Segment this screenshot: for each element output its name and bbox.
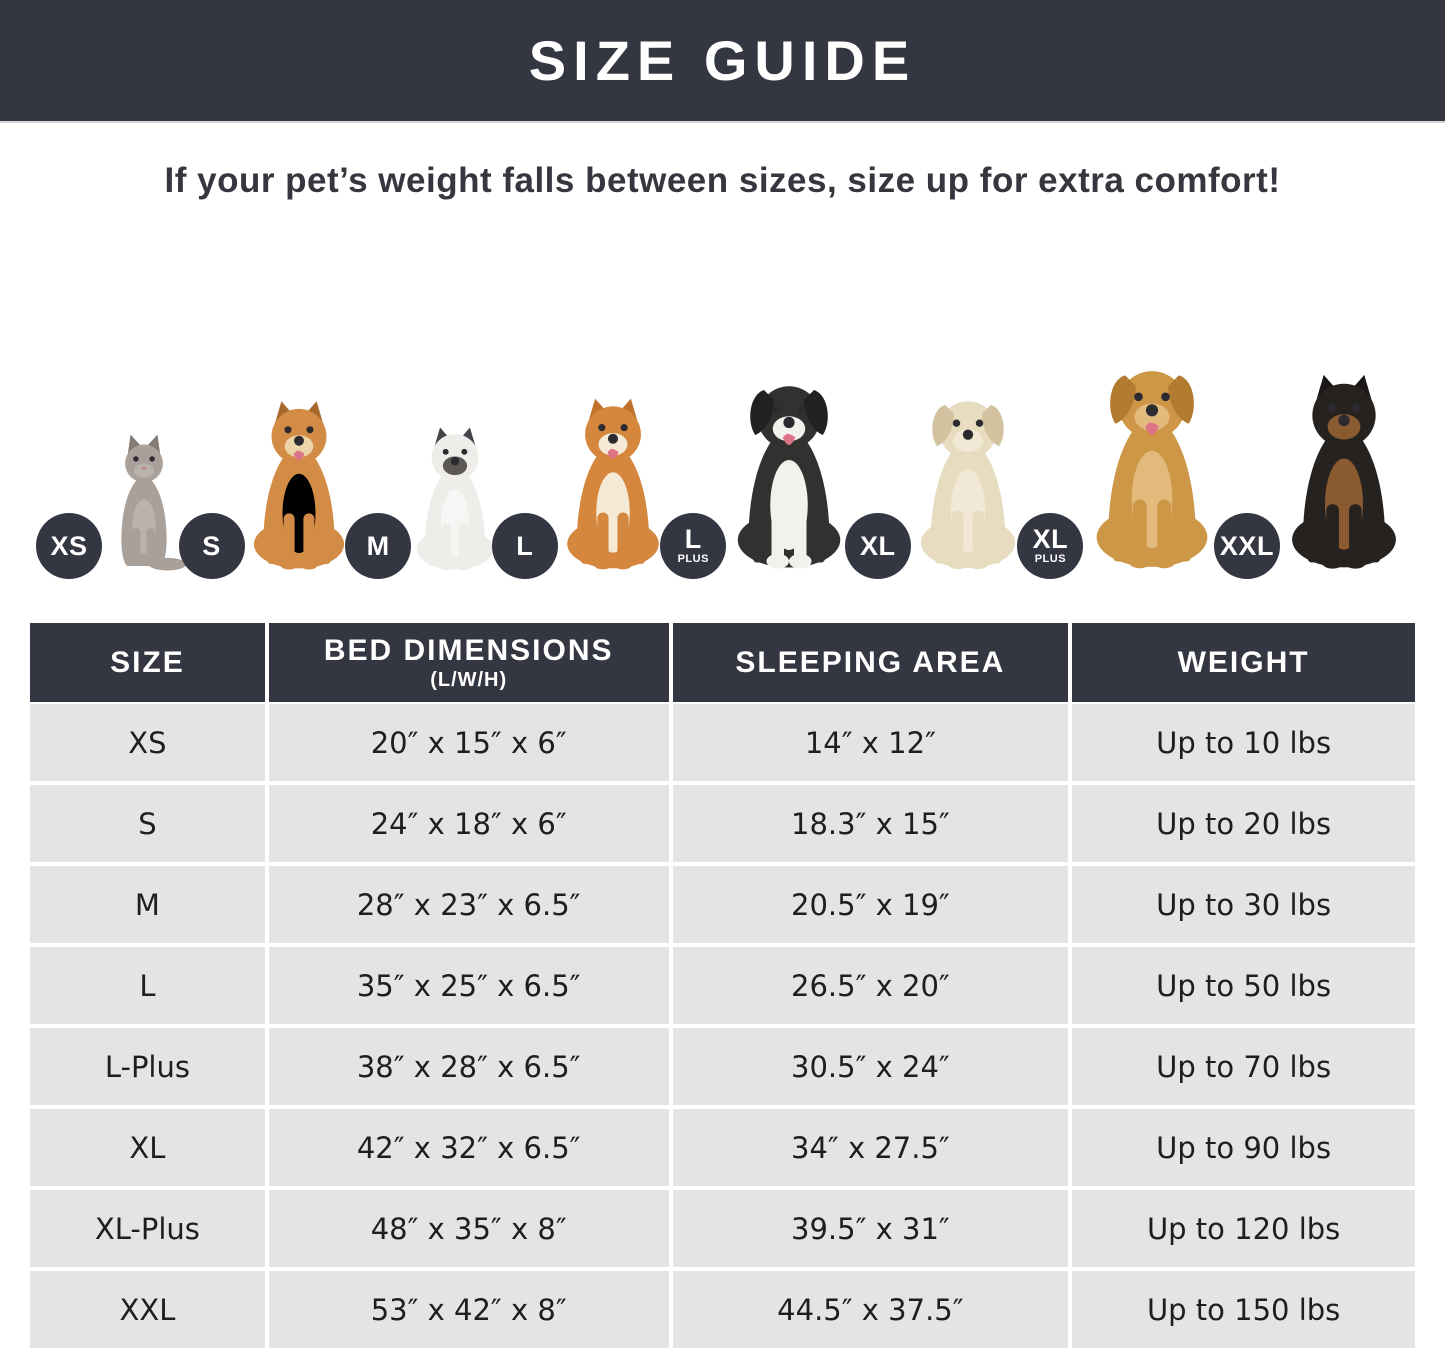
cell-bed-dimensions-row-xxl: 53″ x 42″ x 8″ bbox=[269, 1271, 669, 1348]
size-badge-sublabel: PLUS bbox=[1034, 552, 1067, 565]
column-header-sleeping-area bbox=[673, 623, 1069, 702]
cell-sleeping-area-row-xxl: 44.5″ x 37.5″ bbox=[673, 1271, 1069, 1348]
cell-size-row-xs: XS bbox=[30, 704, 265, 781]
cell-bed-dimensions-row-xl-plus: 48″ x 35″ x 8″ bbox=[269, 1190, 669, 1267]
cell-bed-dimensions-row-l-plus: 38″ x 28″ x 6.5″ bbox=[269, 1028, 669, 1105]
size-badge-label: L bbox=[684, 524, 702, 555]
size-badge-label: L bbox=[516, 530, 534, 561]
cell-sleeping-area-row-l: 26.5″ x 20″ bbox=[673, 947, 1069, 1024]
size-badge-label: XS bbox=[50, 530, 88, 561]
cell-size-row-xl-plus: XL-Plus bbox=[30, 1190, 265, 1267]
pet-figure-labrador bbox=[860, 327, 1037, 575]
page-title: SIZE GUIDE bbox=[528, 29, 917, 92]
size-badge-label: XXL bbox=[1219, 530, 1274, 561]
column-header-label: SIZE bbox=[110, 645, 185, 679]
cell-sleeping-area-row-s: 18.3″ x 15″ bbox=[673, 785, 1069, 862]
column-header-label: BED DIMENSIONS bbox=[323, 633, 614, 667]
cell-size-row-s: S bbox=[30, 785, 265, 862]
cell-bed-dimensions-row-m: 28″ x 23″ x 6.5″ bbox=[269, 866, 669, 943]
subtitle-text: If your pet’s weight falls between sizes, size up for extra comfort! bbox=[164, 161, 1281, 200]
cell-sleeping-area-row-l-plus: 30.5″ x 24″ bbox=[673, 1028, 1069, 1105]
size-guide-table bbox=[30, 623, 1415, 1348]
cell-weight-row-l-plus: Up to 70 lbs bbox=[1072, 1028, 1415, 1105]
size-badge-m bbox=[345, 513, 411, 579]
cell-bed-dimensions-row-l: 35″ x 25″ x 6.5″ bbox=[269, 947, 669, 1024]
size-badge-xs bbox=[36, 513, 102, 579]
pet-figure-border-collie bbox=[677, 335, 864, 575]
cell-sleeping-area-row-m: 20.5″ x 19″ bbox=[673, 866, 1069, 943]
size-badge-sublabel: PLUS bbox=[677, 552, 709, 565]
cell-size-row-m: M bbox=[30, 866, 265, 943]
size-badge-xl-plus bbox=[1017, 513, 1083, 579]
cell-size-row-l: L bbox=[30, 947, 265, 1024]
column-header-label: WEIGHT bbox=[1177, 645, 1310, 679]
pet-illustration-doberman bbox=[1268, 287, 1420, 575]
size-badge-l bbox=[492, 513, 558, 579]
cell-size-row-xl: XL bbox=[30, 1109, 265, 1186]
cell-bed-dimensions-row-s: 24″ x 18″ x 6″ bbox=[269, 785, 669, 862]
size-badge-s bbox=[179, 513, 245, 579]
header-banner bbox=[0, 0, 1445, 123]
size-badge-l-plus bbox=[660, 513, 726, 579]
cell-weight-row-m: Up to 30 lbs bbox=[1072, 866, 1415, 943]
cell-weight-row-s: Up to 20 lbs bbox=[1072, 785, 1415, 862]
column-header-bed-dimensions bbox=[269, 623, 669, 702]
cell-size-row-xxl: XXL bbox=[30, 1271, 265, 1348]
pet-illustration-border-collie bbox=[714, 335, 864, 575]
cell-sleeping-area-row-xl-plus: 39.5″ x 31″ bbox=[673, 1190, 1069, 1267]
pet-figure-golden-retriever bbox=[1032, 313, 1233, 575]
size-badge-xl bbox=[845, 513, 911, 579]
column-header-size bbox=[30, 623, 265, 702]
pets-size-row bbox=[0, 209, 1445, 589]
pet-illustration-labrador bbox=[899, 327, 1037, 575]
cell-sleeping-area-row-xl: 34″ x 27.5″ bbox=[673, 1109, 1069, 1186]
column-header-weight bbox=[1072, 623, 1415, 702]
cell-weight-row-xl: Up to 90 lbs bbox=[1072, 1109, 1415, 1186]
cell-sleeping-area-row-xs: 14″ x 12″ bbox=[673, 704, 1069, 781]
column-header-sublabel: (L/W/H) bbox=[430, 668, 508, 691]
pet-figure-doberman bbox=[1219, 287, 1420, 575]
size-badge-label: S bbox=[202, 530, 221, 561]
size-badge-xxl bbox=[1214, 513, 1280, 579]
cell-size-row-l-plus: L-Plus bbox=[30, 1028, 265, 1105]
cell-weight-row-xl-plus: Up to 120 lbs bbox=[1072, 1190, 1415, 1267]
pet-illustration-golden-retriever bbox=[1071, 313, 1233, 575]
cell-bed-dimensions-row-xl: 42″ x 32″ x 6.5″ bbox=[269, 1109, 669, 1186]
cell-bed-dimensions-row-xs: 20″ x 15″ x 6″ bbox=[269, 704, 669, 781]
size-badge-label: XL bbox=[860, 530, 896, 561]
cell-weight-row-l: Up to 50 lbs bbox=[1072, 947, 1415, 1024]
size-badge-label: M bbox=[366, 530, 390, 561]
cell-weight-row-xxl: Up to 150 lbs bbox=[1072, 1271, 1415, 1348]
size-badge-label: XL bbox=[1032, 524, 1069, 555]
cell-weight-row-xs: Up to 10 lbs bbox=[1072, 704, 1415, 781]
column-header-label: SLEEPING AREA bbox=[735, 645, 1006, 679]
